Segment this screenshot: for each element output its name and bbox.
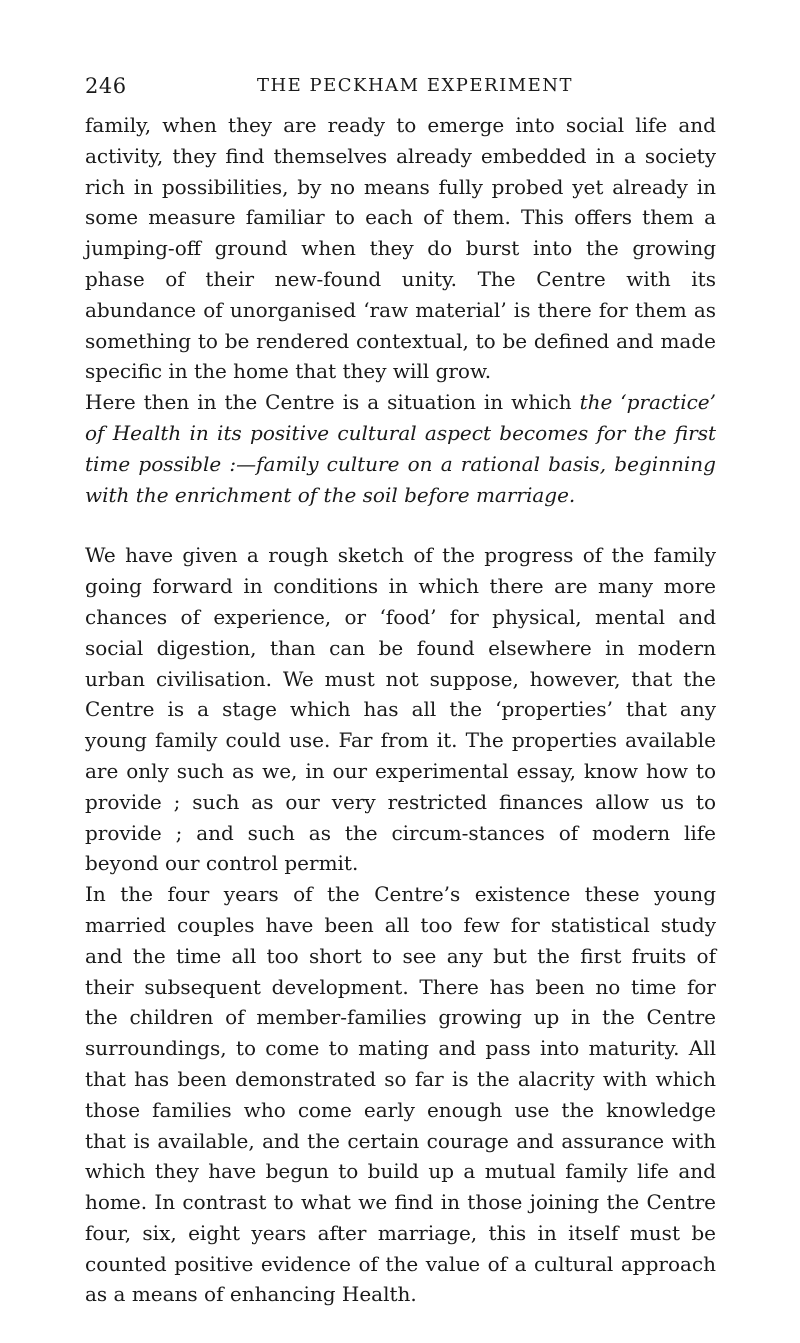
running-head: THE PECKHAM EXPERIMENT [256,75,574,96]
paragraph-1: family, when they are ready to emerge into social life and activity, they find themselves already embedded in a society rich in possibilities, by no means fully probed yet already in some measure familiar to each of them. This offers them a jumping-off ground when they do burst into the growing phase of their new-found unity. The Centre with its abundance of unorganised ‘raw material’ is there for them as something to be rendered contextual, to be defined and made specific in the home that they will grow. [85,113,716,384]
page-number: 246 [85,74,127,98]
section-gap [85,510,716,540]
body-text [85,110,716,1310]
paragraph-4: In the four years of the Centre’s existence these young married couples have been all too few for statistical study and the time all too short to see any but the first fruits of their subsequent development. There has been no time for the children of member-families growing up in the Centre surroundings, to come to mating and pass into maturity. All that has been demonstrated so far is the alacrity with which those families who come early enough use the knowledge that is available, and the certain courage and assurance with which they have begun to build up a mutual family life and home. In contrast to what we find in those joining the Centre four, six, eight years after marriage, this in itself must be counted positive evidence of the value of a cultural approach as a means of enhancing Health. [85,882,716,1307]
paragraph-2 [85,387,716,510]
paragraph-2-italic: the ‘practice’ of Health in its positive cultural aspect becomes for the first time possible :—family culture on a rational basis, beginning with the enrichment of the soil before marriage. [85,390,716,507]
paragraph-2-lead: Here then in the Centre is a situation in which [85,390,580,415]
page-header [85,74,715,104]
paragraph-3: We have given a rough sketch of the progress of the family going forward in conditions in which there are many more chances of experience, or ‘food’ for physical, mental and social digestion, than can be found elsewhere in modern urban civilisation. We must not suppose, however, that the Centre is a stage which has all the ‘properties’ that any young family could use. Far from it. The properties available are only such as we, in our experimental essay, know how to provide ; such as our very restricted finances allow us to provide ; and such as the circum-stances of modern life beyond our control permit. [85,543,716,876]
